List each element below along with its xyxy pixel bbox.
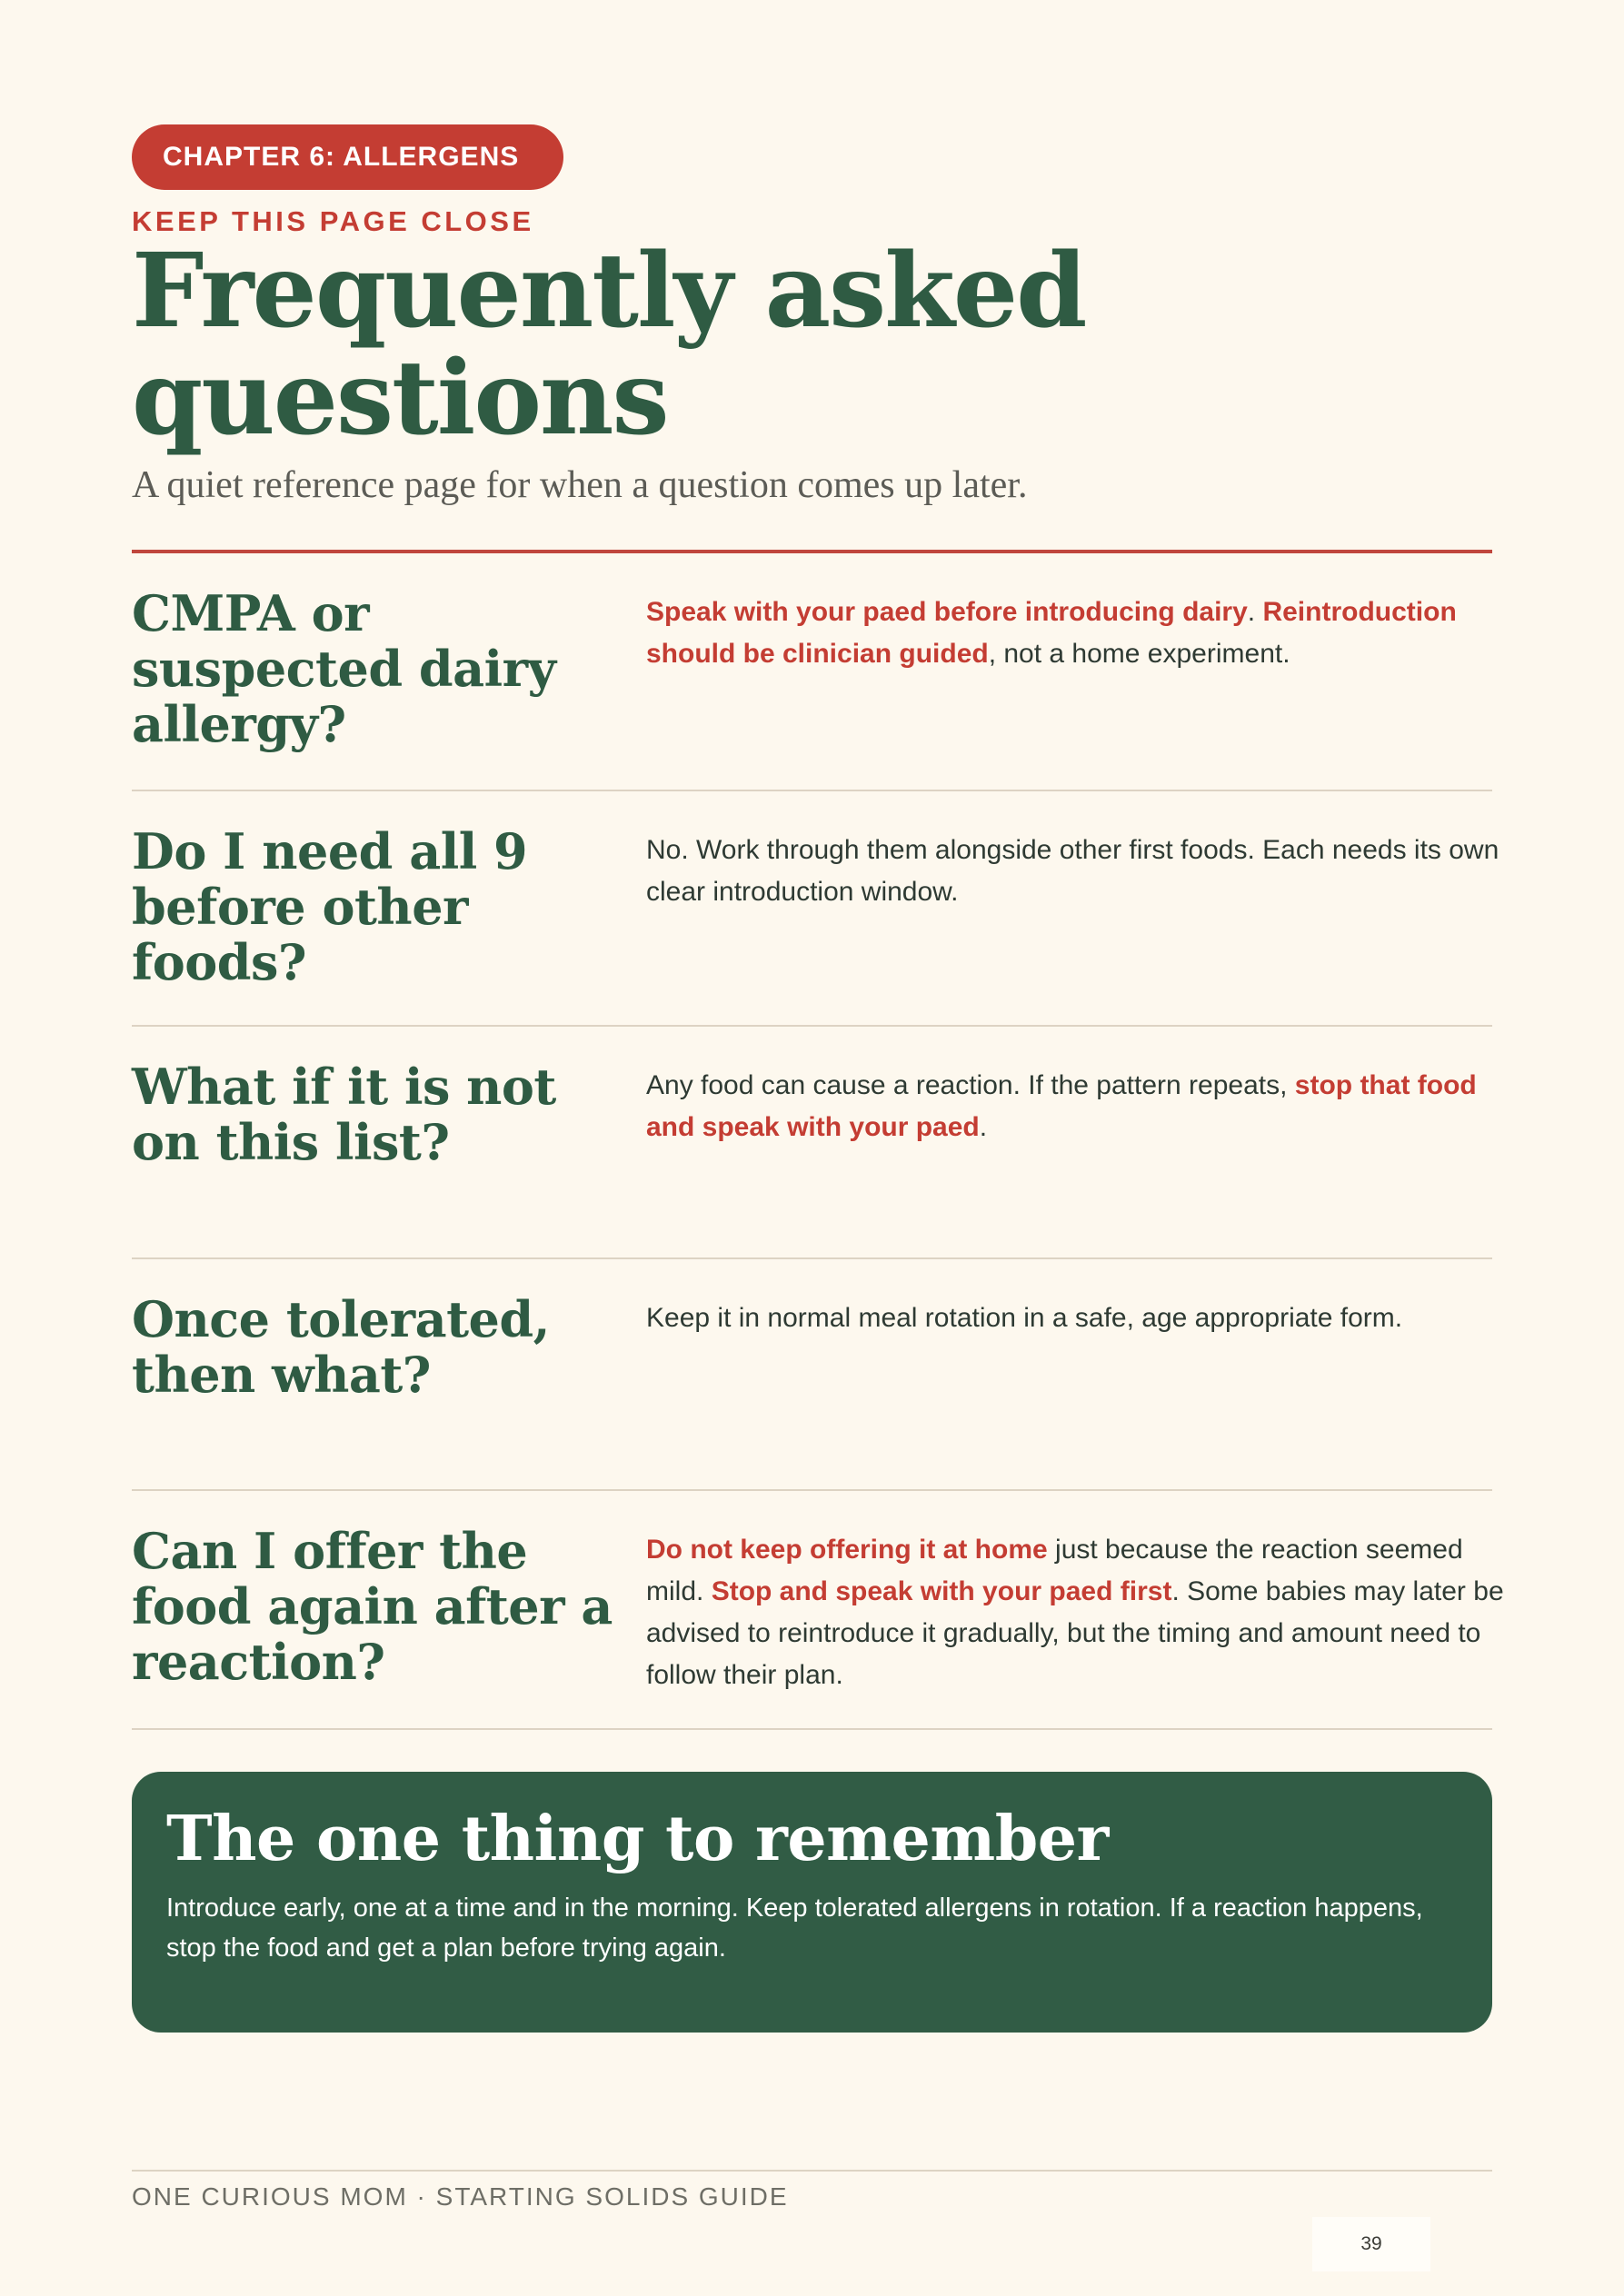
faq-answer (646, 1065, 1528, 1148)
answer-text: Keep it in normal meal rotation in a safe, age appropriate form. (646, 1303, 1403, 1333)
highlighted-text: stop that food and speak with your paed (646, 1070, 1477, 1142)
kicker-label: KEEP THIS PAGE CLOSE (132, 205, 534, 237)
answer-text: No. Work through them alongside other first foods. Each needs its own clear introduction window. (646, 835, 1499, 907)
answer-text: . (979, 1112, 988, 1142)
answer-text: . Some babies may later be advised to reintroduce it gradually, but the timing and amount need to follow their plan. (646, 1576, 1504, 1690)
callout-body: Introduce early, one at a time and in the morning. Keep tolerated allergens in rotation. If a reaction happens, stop the food and get a plan before trying again. (166, 1893, 1423, 1963)
answer-text: Any food can cause a reaction. If the pattern repeats, (646, 1070, 1295, 1100)
highlighted-text: Stop and speak with your paed first (711, 1576, 1172, 1606)
faq-question: Once tolerated, then what? (132, 1290, 550, 1404)
footer-label: ONE CURIOUS MOM · STARTING SOLIDS GUIDE (132, 2182, 789, 2211)
faq-question: What if it is not on this list? (132, 1058, 556, 1171)
key-takeaway-callout (132, 1772, 1492, 2033)
faq-answer (646, 830, 1528, 913)
callout-title: The one thing to remember (166, 1803, 1109, 1875)
faq-item (132, 1259, 1492, 1491)
faq-question: Can I offer the food again after a reaction? (132, 1522, 613, 1691)
answer-text: just because the reaction seemed mild. (646, 1535, 1463, 1606)
faq-item (132, 1027, 1492, 1259)
answer-text: , not a home experiment. (988, 639, 1290, 669)
faq-item (132, 791, 1499, 1027)
faq-answer (646, 1297, 1528, 1339)
faq-answer (646, 591, 1528, 675)
faq-divider (132, 1728, 1492, 1730)
highlighted-text: Do not keep offering it at home (646, 1535, 1048, 1565)
faq-item (132, 553, 1492, 791)
page-title: Frequently asked questions (132, 232, 1086, 458)
faq-question: CMPA or suspected dairy allergy? (132, 584, 556, 753)
chapter-badge: CHAPTER 6: ALLERGENS (132, 124, 563, 190)
footer-divider (132, 2170, 1492, 2172)
highlighted-text: Reintroduction should be clinician guided (646, 597, 1457, 669)
page-number: 39 (1312, 2217, 1430, 2271)
answer-text: . (1247, 597, 1263, 627)
faq-item (132, 1491, 1504, 1730)
faq-answer (646, 1529, 1528, 1696)
faq-question: Do I need all 9 before other foods? (132, 822, 528, 991)
page-subtitle: A quiet reference page for when a question comes up later. (132, 464, 1028, 506)
highlighted-text: Speak with your paed before introducing dairy (646, 597, 1248, 627)
